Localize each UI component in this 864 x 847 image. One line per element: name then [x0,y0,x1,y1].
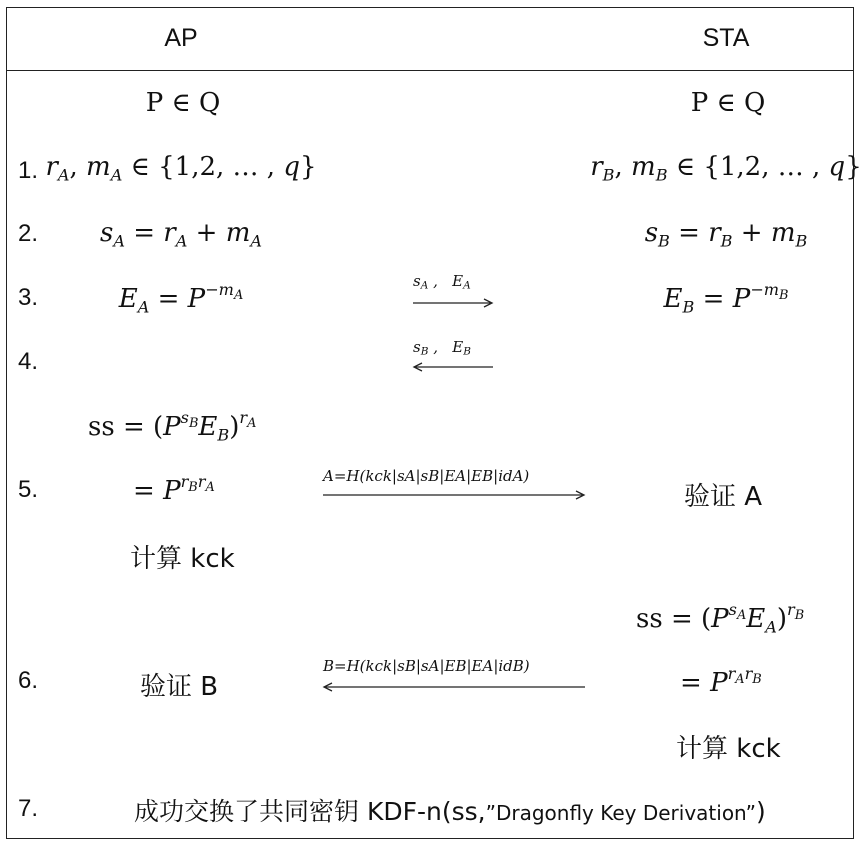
arrow-6-left [323,682,585,692]
sta-compute-kck: 计算 kck [676,734,781,764]
sta-verify-a: 验证 A [684,482,763,512]
ap-shared-secret: ss = $(P^{s_B}E_B)^{r_A}$ [88,408,257,445]
ap-domain: P ∈ Q [145,88,221,118]
ap-random-values: $r_A$, $m_A$ ∈ {1,2, … , q} [45,152,317,185]
ap-compute-kck: 计算 kck [130,544,235,574]
ap-element: $E_A = P^{-m_A}$ [118,280,244,317]
final-close: ) [756,797,766,826]
step-3-number: 3. [18,284,39,311]
final-ss: ss, [451,797,486,826]
step-6-number: 6. [18,667,39,694]
step-2-number: 2. [18,220,39,247]
step-1-number: 1. [18,157,39,184]
sta-scalar: $s_B = r_B + m_B$ [644,218,808,251]
arrow-5-label: A=H(kck|sA|sB|EA|EB|idA) [323,467,530,485]
sta-shared-secret-simplified: = $P^{r_Ar_B}$ [680,664,762,699]
final-key-exchange [134,792,766,828]
arrow-4-left [413,362,493,372]
arrow-3-right [413,298,493,308]
sta-shared-secret: ss = $(P^{s_A}E_A)^{r_B}$ [636,600,805,637]
sta-element: $E_B = P^{-m_B}$ [663,280,789,317]
final-prefix: 成功交换了共同密钥 KDF-n( [134,797,452,826]
header-ap: AP [164,24,198,52]
sta-domain: P ∈ Q [690,88,766,118]
sta-random-values: $r_B$, $m_B$ ∈ {1,2, … , q} [590,152,862,185]
arrow-5-right [323,490,585,500]
final-label: ”Dragonfly Key Derivation” [485,801,757,825]
step-5-number: 5. [18,476,39,503]
step-4-number: 4. [18,348,39,375]
header-sta: STA [702,24,750,52]
step-7-number: 7. [18,795,39,822]
arrow-3-label: $s_A$ , $E_A$ [413,272,471,292]
ap-verify-b: 验证 B [140,672,219,702]
ap-shared-secret-simplified: = $P^{r_Br_A}$ [133,472,215,507]
arrow-6-label: B=H(kck|sB|sA|EB|EA|idB) [323,657,530,675]
arrow-4-label: $s_B$ , $E_B$ [413,338,471,358]
header-divider [6,70,854,71]
ap-scalar: $s_A = r_A + m_A$ [99,218,263,251]
